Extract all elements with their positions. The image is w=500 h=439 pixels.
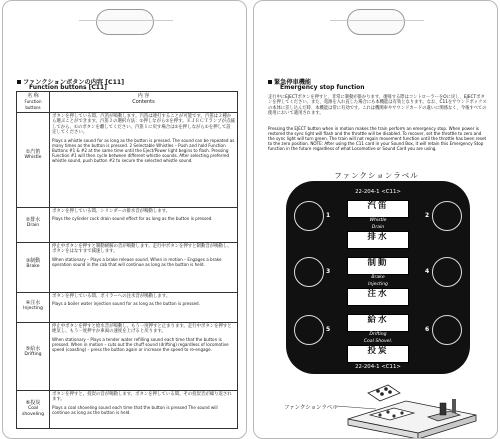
row-name: Injecting: [23, 306, 43, 311]
emergency-stop-text-jp: 走行中にEJECTボタンを押すと、非常に制動が掛かります。復帰する際はコントローラーをOに戻し、EJECTボタンを押してください。また、電源を入れ直した場合にも本機能は有効となります。なお、C11をサウンドボックスの本体に差し込んだ時、本機能は常に有効です。これは機関車やサウンドカードの違いに関係なく、今後すべての使用において適用されます。: [268, 95, 487, 117]
row-text-jp: ボタンを押している間、ボイラーへの注水音が鳴動します。: [52, 294, 171, 299]
table-row: [17, 323, 238, 391]
left-card-panel: [2, 0, 247, 439]
emergency-stop-subtitle: Emergency stop function: [280, 84, 365, 91]
label-jp: 制動: [367, 258, 389, 268]
title-text: 緊急停車機能: [274, 79, 312, 86]
row-text-jp: 停止中ボタンを押すと給水音が鳴動し、もう一度押すと止まります。走行中ボタンを押すと絶気し、もう一度押すか車両の速度を上げると戻ります。: [52, 324, 232, 335]
row-name-whistle: [17, 113, 50, 208]
table-row: [17, 208, 238, 243]
function-label-diagram: [286, 181, 470, 374]
label-coal-shoveling: [347, 345, 409, 363]
row-name: Drifting: [24, 352, 42, 357]
sound-box-illustration: [336, 381, 486, 439]
leader-line: [336, 406, 376, 409]
header-name-en: Function buttons: [24, 99, 42, 110]
row-name: Brake: [26, 264, 40, 269]
function-buttons-subtitle: Function buttons [C11]: [29, 84, 107, 91]
table-row: [17, 391, 238, 429]
row-text-en: Plays a boiler water injection sound for as long as the button is pressed.: [52, 301, 200, 307]
decoder-code-top: 22-204-1 <C11>: [355, 189, 401, 195]
row-text-en: When stationary – Plays a tender water refilling sound each time that the button is pressed. When in motion – cuts out the chuff sound (drifting) regardless of locomotive speed (coasting) – press the button again or increase the speed to re-engage.: [52, 336, 229, 352]
button-ring: [294, 315, 324, 345]
row-name: Coal shoveling: [21, 406, 45, 417]
row-num: ②排水: [25, 217, 41, 223]
row-num: ⑤給水: [25, 346, 41, 352]
button-ring: [294, 201, 324, 231]
right-card-panel: [253, 0, 498, 439]
row-name-injecting: [17, 293, 50, 323]
button-ring: [294, 257, 324, 287]
header-name-jp: 名 称: [27, 93, 39, 99]
header-contents-en: Contents: [132, 99, 155, 105]
square-bullet-icon: [268, 80, 272, 84]
button-number: 1: [326, 212, 331, 219]
button-ring: [432, 257, 462, 287]
button-number: 5: [326, 326, 331, 333]
button-ring: [432, 201, 462, 231]
row-name-coal-shoveling: [17, 391, 50, 429]
button-ring: [432, 315, 462, 345]
row-contents: [50, 391, 238, 429]
row-text-jp: ボタンを押している間、汽笛が鳴動します。汽笛は連打することが可能です。汽笛は２種から選ぶことができます。汽笛２の選択方法：①押しながら②を押す。ＥＪＥＣＴランプが点滅してから、①のボタンを離してください。汽笛１に戻す場合は②を押しながら①を押して設定してください。: [52, 114, 235, 136]
row-num: ④注水: [25, 300, 41, 306]
label-en: Coal Shovel.: [363, 339, 393, 344]
label-whistle: [347, 200, 409, 218]
label-card-icon: [368, 385, 400, 401]
row-text-en: Plays the cylinder cock drain sound effect for as long as the button is pressed.: [52, 216, 213, 222]
row-contents: [50, 293, 238, 323]
function-table: [16, 91, 238, 429]
row-contents: [50, 113, 238, 208]
label-caption: ファンクションラベル: [284, 405, 338, 411]
row-name-drain: [17, 208, 50, 243]
decoder-code-bottom: 22-204-1 <C11>: [355, 364, 401, 370]
row-num: ⑥投炭: [25, 400, 41, 406]
row-name-brake: [17, 243, 50, 293]
label-jp: 排水: [367, 232, 389, 242]
row-contents: [50, 243, 238, 293]
label-brake: [347, 257, 409, 275]
label-en: Whistle: [369, 218, 387, 223]
header-contents-jp: 内 容: [137, 93, 150, 99]
label-en: Drain: [371, 225, 385, 230]
label-jp: 給水: [367, 315, 389, 325]
button-number: 3: [326, 268, 331, 275]
row-text-en: Plays a whistle sound for as long as the button is pressed. The sound can be repeated as many times as the button is pressed. 2 Selectable Whistles – Push and hold Function Buttons #1 & #2 at the same time until the Eject/Power light begins to flash. Pressing Function #1 will then cycle between different whistle sounds. After selecting preferred whistle sound, push button #2 to secure the selected whistle sound.: [52, 137, 235, 163]
label-jp: 投炭: [367, 346, 389, 356]
hang-hole: [96, 9, 154, 35]
emergency-stop-text-en: Pressing the EJECT button when in motion makes the train perform an emergency stop. When power is restored the sync light will flash and the throttle will be disabled. To recover, set the throttle to zero and the sync light will turn green. The train will not regain movement function until the throttle has been reset to the zero position. NOTE: After using the C11 card in your Sound Box, it will retain this Emergency Stop function in the future regardless of what Locomotive or Sound Card you are using.: [268, 126, 487, 151]
label-en: Drifting: [369, 332, 387, 337]
table-row: [17, 113, 238, 208]
label-en: Injecting: [368, 282, 388, 287]
row-name-drifting: [17, 323, 50, 391]
header-name: [17, 92, 50, 113]
row-text-jp: 停止中ボタンを押すと制動緩解の音が鳴動します。走行中ボタンを押すと制動音が鳴動し、ボタンをはなすまで減速します。: [52, 244, 232, 255]
row-text-jp: ボタンを押すと、投炭の音が鳴動します。ボタンを押している間、その投炭音が繰り返されます。: [52, 392, 232, 403]
button-number: 6: [425, 326, 430, 333]
button-number: 4: [425, 268, 430, 275]
row-num: ①汽笛: [25, 149, 41, 155]
label-drifting: [347, 314, 409, 332]
hang-hole: [347, 9, 405, 35]
row-text-jp: ボタンを押している間、シリンダーの排水音が鳴動します。: [52, 209, 171, 214]
label-injecting: [347, 288, 409, 306]
row-name: Whistle: [24, 155, 42, 160]
row-contents: [50, 323, 238, 391]
function-label-title: ファンクションラベル: [334, 171, 419, 180]
row-text-en: When stationary – Plays a brake release sound. When in motion – Engages a brake operation sound in the cab that will continue as long as the button is held.: [52, 256, 222, 267]
header-contents: [50, 92, 238, 113]
label-drain: [347, 231, 409, 249]
label-jp: 汽笛: [367, 201, 389, 211]
table-row: [17, 293, 238, 323]
title-text: ファンクションボタンの内容 [C11]: [23, 79, 125, 86]
row-contents: [50, 208, 238, 243]
square-bullet-icon: [17, 80, 21, 84]
label-jp: 注水: [367, 289, 389, 299]
button-number: 2: [425, 212, 430, 219]
row-num: ③制動: [25, 258, 41, 264]
row-name: Drain: [26, 223, 40, 228]
label-en: Brake: [371, 275, 385, 280]
table-header-row: [17, 92, 238, 113]
row-text-en: Plays a coal shoveling sound each time that the button is pressed The sound will continue as long as the button is held.: [52, 404, 218, 415]
table-row: [17, 243, 238, 293]
